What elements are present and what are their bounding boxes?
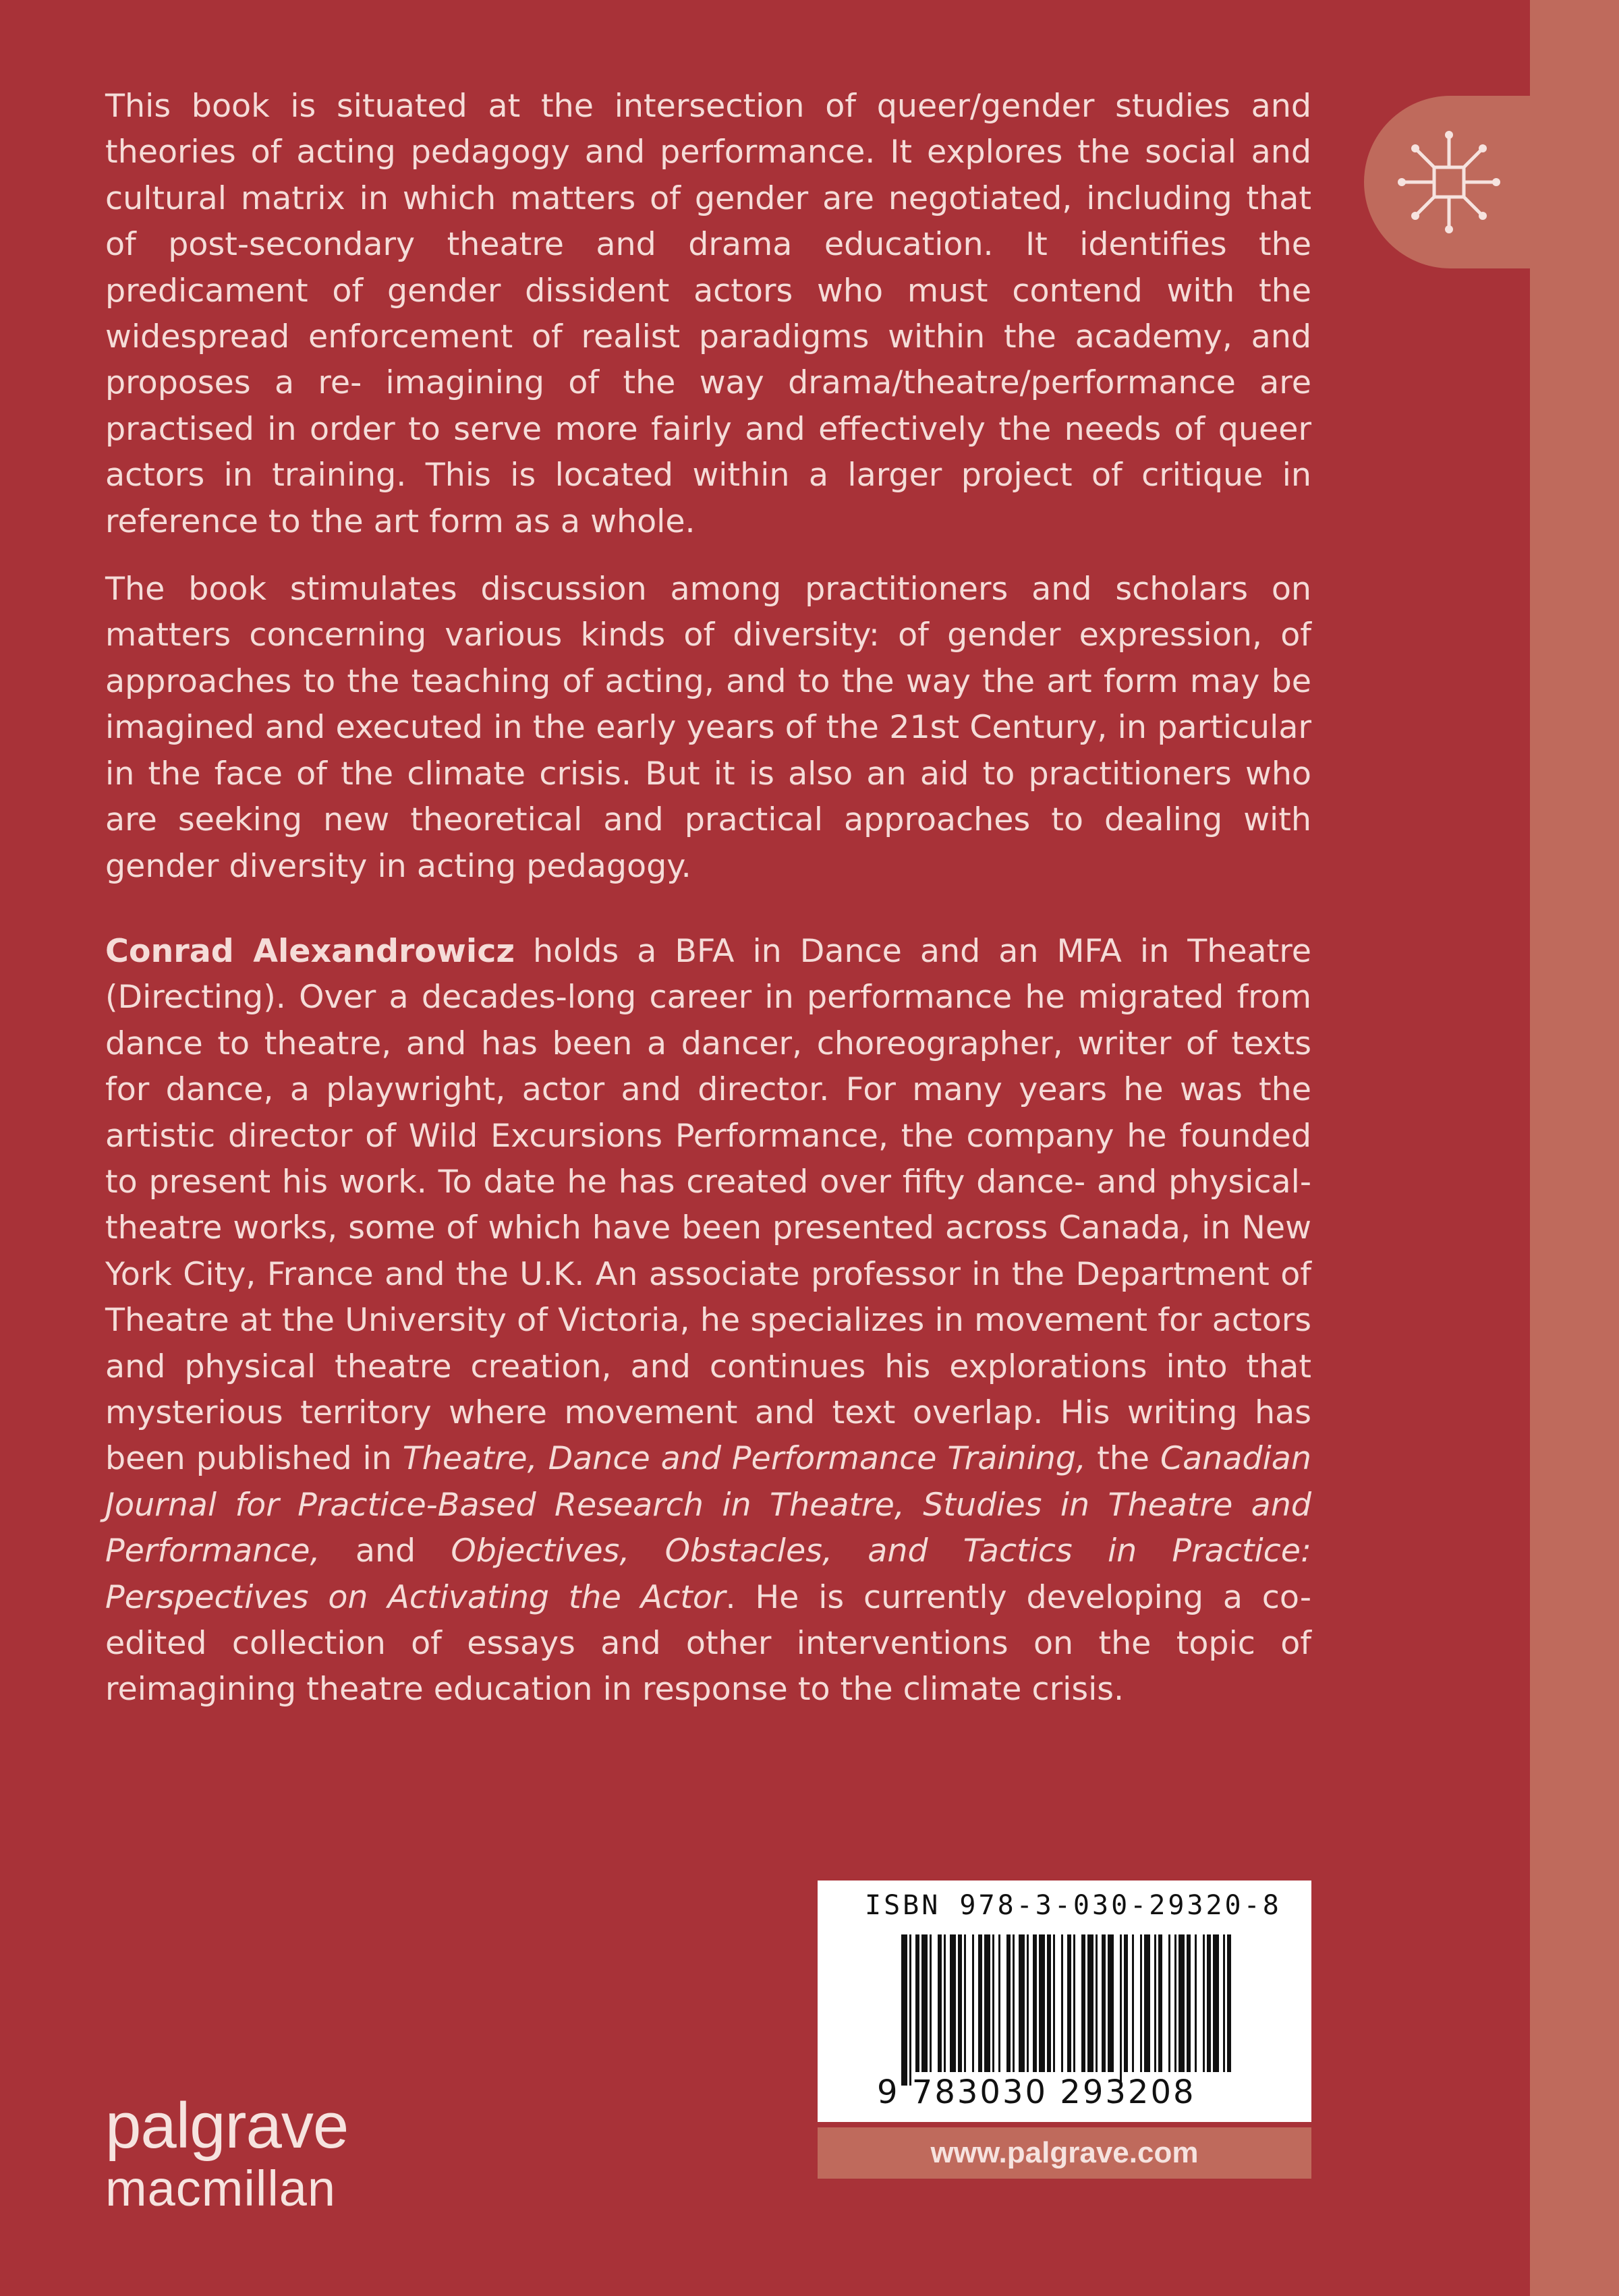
publisher-logo [105, 2090, 349, 2219]
blurb-paragraph-2: The book stimulates discussion among practitioners and scholars on matters concerning various kinds of diversity: of gender expression, of approaches to the teaching of acting, and to the way the art form may be imagined and executed in the early years of the 21st Century, in particular in the face of the climate crisis. But it is also an aid to practitioners who are seeking new theoretical and practical approaches to dealing with gender diversity in acting pedagogy. [105, 571, 1311, 885]
bio-book-title: Objectives, Obstacles, and Tactics in Practice: Perspectives on Activating the Actor [105, 1532, 1311, 1616]
bio-text-3: and [320, 1532, 451, 1570]
bio-journal-1: Theatre, Dance and Performance Training, [402, 1440, 1087, 1478]
author-name: Conrad Alexandrowicz [105, 932, 515, 970]
blurb-paragraph-1: This book is situated at the intersection of queer/gender studies and theories of acting pedagogy and performance. It explores the social and cultural matrix in which matters of gender are negotiated, including that of post-secondary theatre and drama education. It identifies the predicament of gender dissident actors who must contend with the widespread enforcement of realist paradigms within the academy, and proposes a re- imagining of the way drama/theatre/performance are practised in order to serve more fairly and effectively the needs of queer actors in training. This is located within a larger project of critique in reference to the art form as a whole. [105, 88, 1311, 540]
publisher-line-1: palgrave [105, 2090, 349, 2162]
isbn-barcode-block [818, 1881, 1311, 2122]
spine-strip [1530, 0, 1619, 2296]
url-bar [818, 2127, 1311, 2179]
bio-text-4: . He is currently developing a co-edited collection of essays and other interventions on the topic of reimagining theatre education in response to the climate crisis. [105, 1578, 1311, 1709]
blurb [105, 84, 1311, 1735]
palgrave-sun-icon [1395, 128, 1503, 236]
publisher-line-2: macmillan [105, 2160, 337, 2216]
bio-text-2: the [1086, 1440, 1160, 1478]
barcode [899, 1934, 1236, 2086]
publisher-url[interactable]: www.palgrave.com [930, 2136, 1199, 2169]
isbn-label: ISBN 978-3-030-29320-8 [865, 1890, 1282, 1921]
bio-journal-2: Canadian Journal for Practice-Based Research in Theatre, Studies in Theatre and Performance, [105, 1440, 1311, 1570]
author-bio [105, 929, 1311, 1713]
logo-tab [1364, 96, 1530, 268]
isbn-digits: 9 783030 293208 [877, 2073, 1196, 2111]
bio-text-1: holds a BFA in Dance and an MFA in Theatre (Directing). Over a decades-long career in performance he migrated from dance to theatre, and has been a dancer, choreographer, writer of texts for dance, a playwright, actor and director. For many years he was the artistic director of Wild Excursions Performance, the company he founded to present his work. To date he has created over fifty dance- and physical-theatre works, some of which have been presented across Canada, in New York City, France and the U.K. An associate professor in the Department of Theatre at the University of Victoria, he specializes in movement for actors and physical theatre creation, and continues his explorations into that mysterious territory where movement and text overlap. His writing has been published in [105, 932, 1311, 1478]
